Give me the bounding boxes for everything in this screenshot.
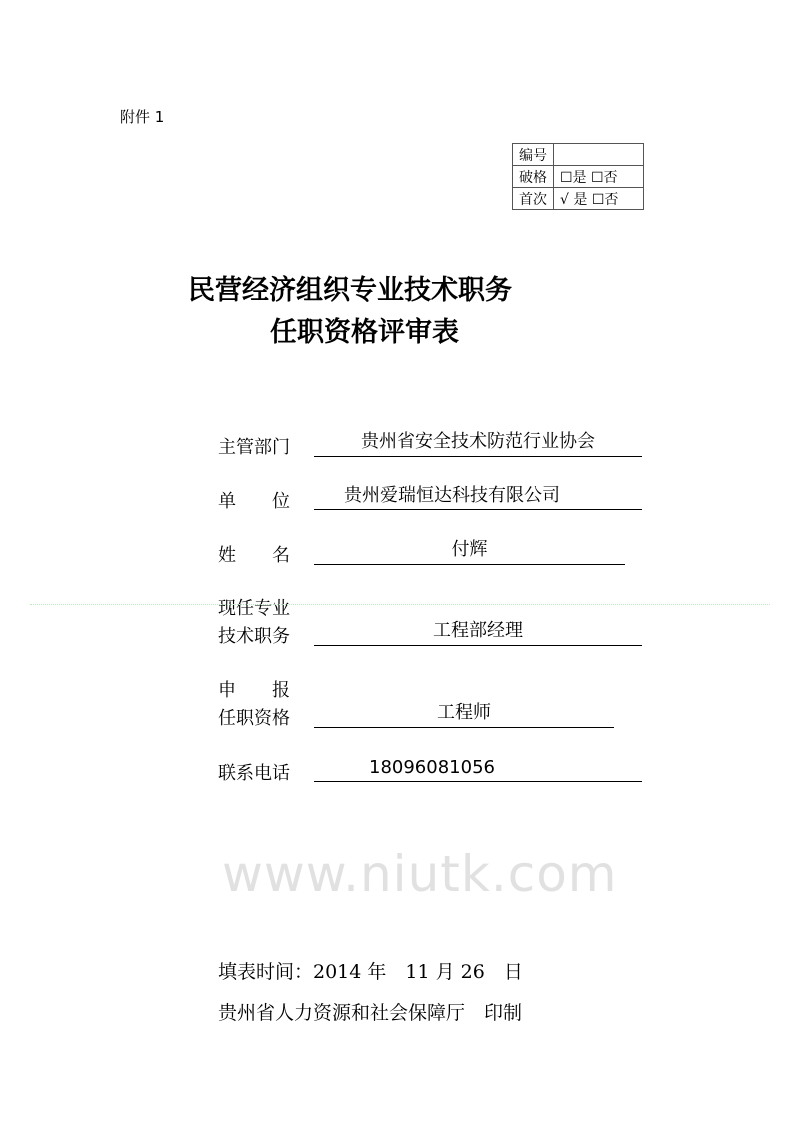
title-line-2: 任职资格评审表 [270, 317, 459, 348]
phone-value: 18096081056 [314, 756, 642, 782]
issuer: 贵州省人力资源和社会保障厅 印制 [218, 1002, 523, 1024]
current-label-2: 技术职务 [218, 626, 290, 647]
meta-label: 破格 [513, 166, 554, 188]
meta-label: 编号 [513, 144, 554, 166]
meta-table [512, 143, 644, 210]
apply-label-1: 申 报 [218, 680, 290, 701]
apply-value: 工程师 [314, 701, 614, 728]
meta-value: ☐是 ☐否 [554, 166, 644, 188]
current-label-1: 现任专业 [218, 598, 290, 619]
unit-value: 贵州爱瑞恒达科技有限公司 [314, 484, 642, 510]
name-label: 姓 名 [218, 545, 290, 566]
unit-label: 单 位 [218, 491, 290, 512]
title-line-1: 民营经济组织专业技术职务 [188, 275, 512, 306]
name-value: 付辉 [314, 538, 625, 565]
fill-date: 填表时间：2014 年 11 月 26 日 [218, 961, 523, 983]
dotted-divider [30, 604, 770, 605]
table-row [513, 188, 644, 210]
dept-label: 主管部门 [218, 437, 290, 458]
table-row [513, 166, 644, 188]
apply-label-2: 任职资格 [218, 708, 290, 729]
current-value: 工程部经理 [314, 619, 642, 646]
meta-label: 首次 [513, 188, 554, 210]
phone-label: 联系电话 [218, 763, 290, 784]
watermark: www.niutk.com [222, 845, 618, 903]
table-row [513, 144, 644, 166]
dept-value: 贵州省安全技术防范行业协会 [314, 430, 642, 457]
meta-value: √ 是 ☐否 [554, 188, 644, 210]
attachment-label: 附件 1 [120, 108, 165, 126]
meta-value [554, 144, 644, 166]
